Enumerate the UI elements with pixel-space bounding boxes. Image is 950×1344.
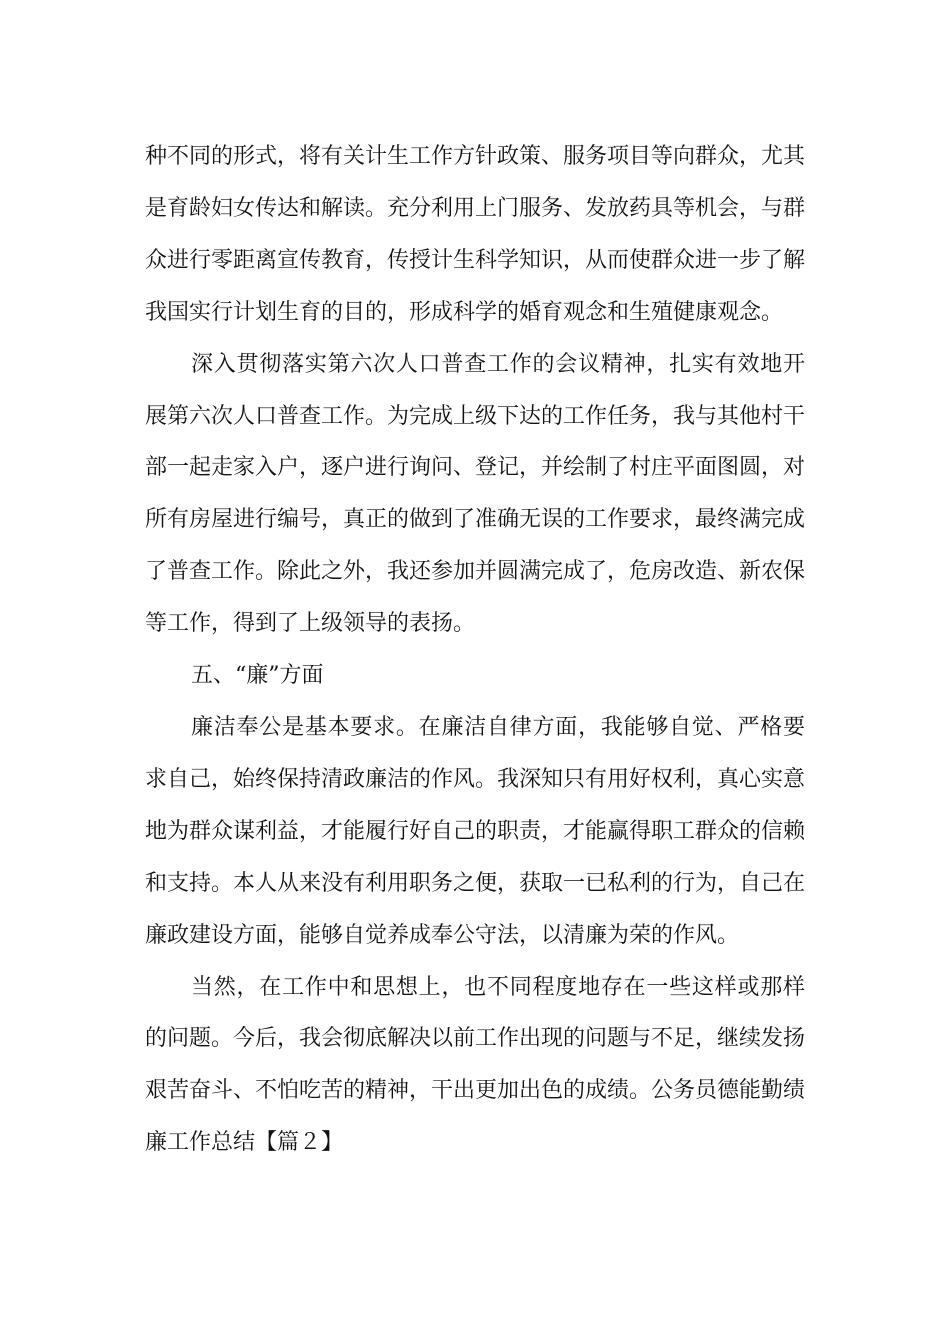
paragraph-shortcomings: 当然，在工作中和思想上，也不同程度地存在一些这样或那样的问题。今后，我会彻底解决以前工作出现的问题与不足，继续发扬艰苦奋斗、不怕吃苦的精神，干出更加出色的成绩。公务员德能勤绩廉工作总结【篇２】 xyxy=(145,974,806,1156)
paragraph-integrity: 廉洁奉公是基本要求。在廉洁自律方面，我能够自觉、严格要求自己，始终保持清政廉洁的作风。我深知只有用好权利，真心实意地为群众谋利益，才能履行好自己的职责，才能赢得职工群众的信赖和支持。本人从来没有利用职务之便，获取一已私利的行为，自己在廉政建设方面，能够自觉养成奉公守法，以清廉为荣的作风。 xyxy=(145,714,806,948)
section-heading-integrity: 五、“廉”方面 xyxy=(191,663,324,689)
paragraph-family-planning-publicity: 种不同的形式，将有关计生工作方针政策、服务项目等向群众，尤其是育龄妇女传达和解读。充分利用上门服务、发放药具等机会，与群众进行零距离宣传教育，传授计生科学知识，从而使群众进一步了解我国实行计划生育的目的，形成科学的婚育观念和生殖健康观念。 xyxy=(145,144,806,325)
document-body xyxy=(145,131,805,1169)
paragraph-census-work: 深入贯彻落实第六次人口普查工作的会议精神，扎实有效地开展第六次人口普查工作。为完成上级下达的工作任务，我与其他村干部一起走家入户，逐户进行询问、登记，并绘制了村庄平面图圆，对所有房屋进行编号，真正的做到了准确无误的工作要求，最终满完成了普查工作。除此之外，我还参加并圆满完成了，危房改造、新农保等工作，得到了上级领导的表扬。 xyxy=(145,351,806,637)
